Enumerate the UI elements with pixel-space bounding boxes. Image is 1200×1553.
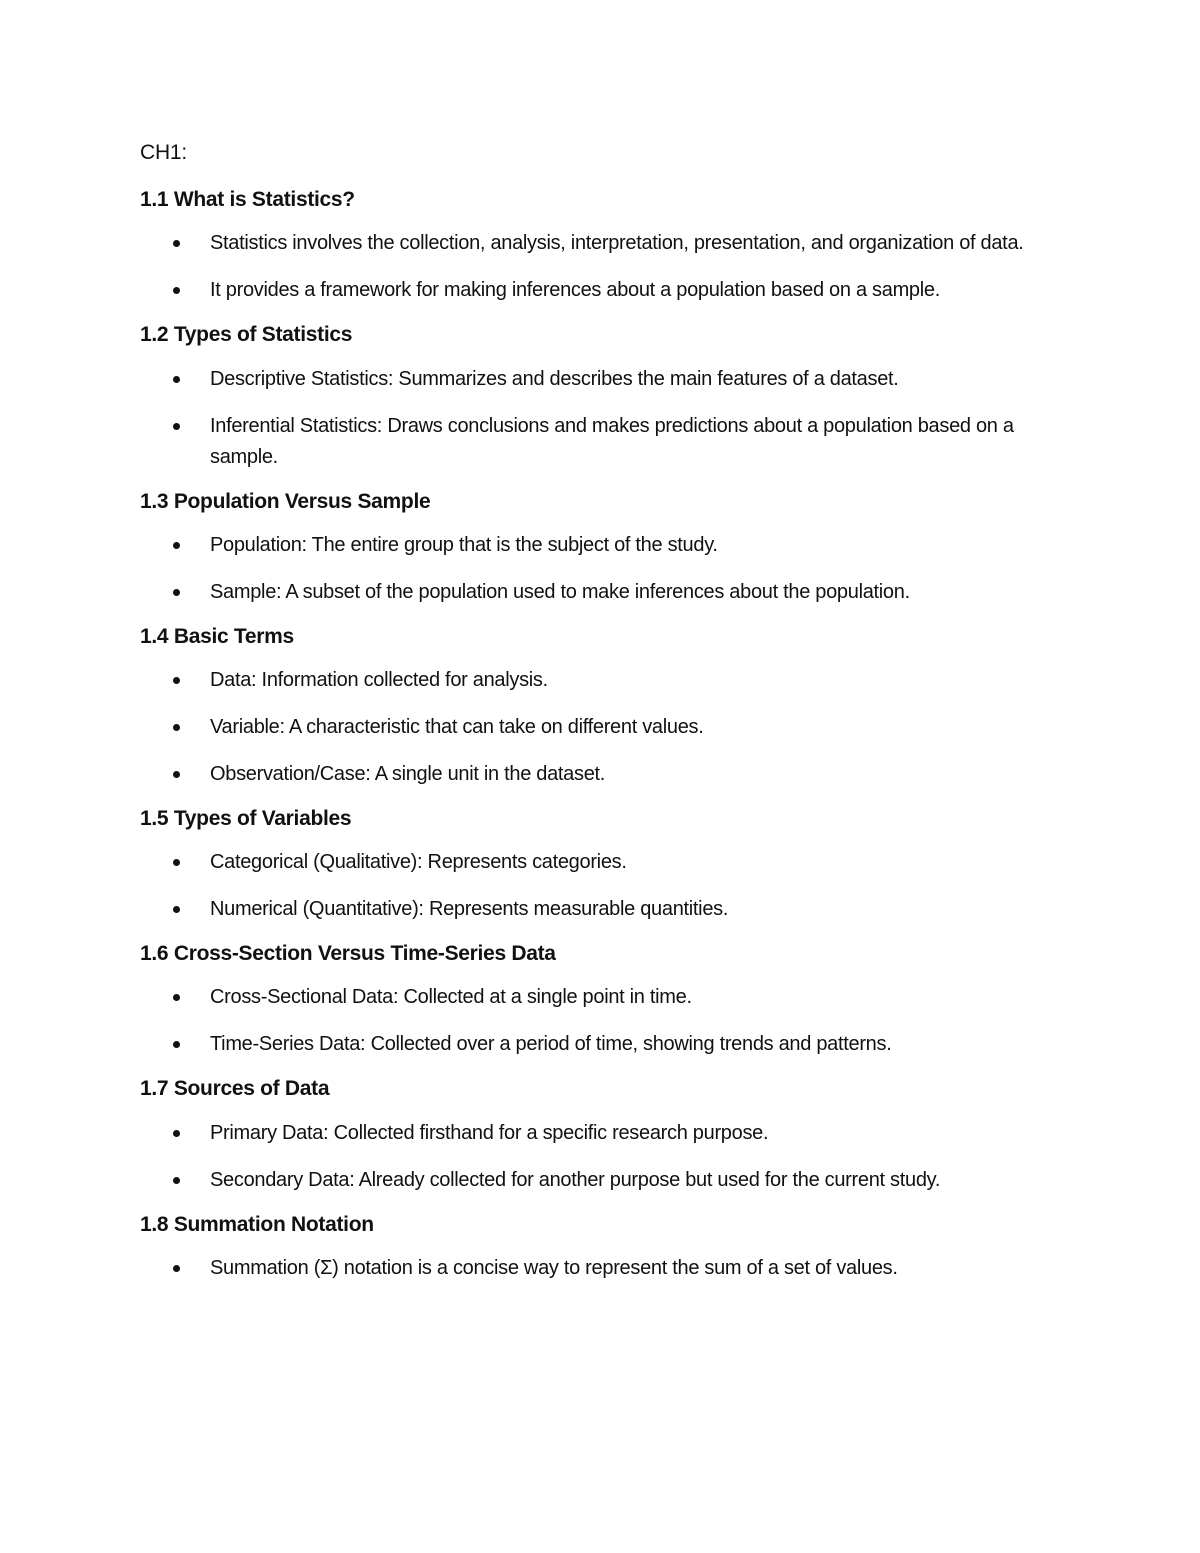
list-item-text: Population: The entire group that is the subject of the study. <box>210 533 718 556</box>
list-item <box>140 665 1060 696</box>
section-heading: 1.5 Types of Variables <box>140 806 352 830</box>
section-what-is-statistics <box>140 187 1060 306</box>
bullet-list <box>140 530 1060 608</box>
list-item <box>140 759 1060 790</box>
bullet-icon <box>173 1177 180 1184</box>
list-item <box>140 411 1060 473</box>
section-heading: 1.3 Population Versus Sample <box>140 489 431 513</box>
section-population-versus-sample <box>140 489 1060 608</box>
list-item-text: Categorical (Qualitative): Represents categories. <box>210 851 627 874</box>
bullet-icon <box>173 423 180 430</box>
section-cross-section-versus-time-series <box>140 941 1060 1060</box>
section-types-of-statistics <box>140 322 1060 472</box>
bullet-list <box>140 847 1060 925</box>
bullet-list <box>140 1118 1060 1196</box>
list-item-text: Summation (Σ) notation is a concise way to represent the sum of a set of values. <box>210 1256 898 1279</box>
document-title: CH1: <box>140 141 188 164</box>
list-item-text: Secondary Data: Already collected for another purpose but used for the current study. <box>210 1168 941 1191</box>
bullet-icon <box>173 589 180 596</box>
list-item-text: Data: Information collected for analysis. <box>210 668 548 691</box>
list-item-text: Cross-Sectional Data: Collected at a single point in time. <box>210 986 692 1009</box>
list-item <box>140 364 1060 395</box>
bullet-list <box>140 665 1060 790</box>
bullet-icon <box>173 287 180 294</box>
section-heading: 1.8 Summation Notation <box>140 1212 374 1236</box>
list-item <box>140 712 1060 743</box>
section-heading: 1.2 Types of Statistics <box>140 323 353 347</box>
bullet-icon <box>173 376 180 383</box>
list-item <box>140 530 1060 561</box>
bullet-icon <box>173 906 180 913</box>
bullet-icon <box>173 1265 180 1272</box>
list-item <box>140 847 1060 878</box>
bullet-icon <box>173 240 180 247</box>
list-item-text: Inferential Statistics: Draws conclusions and makes predictions about a population based on a sample. <box>210 414 1014 468</box>
bullet-list <box>140 982 1060 1060</box>
list-item <box>140 577 1060 608</box>
list-item <box>140 275 1060 306</box>
list-item-text: Statistics involves the collection, analysis, interpretation, presentation, and organization of data. <box>210 232 1024 255</box>
list-item <box>140 228 1060 259</box>
section-heading: 1.6 Cross-Section Versus Time-Series Data <box>140 942 556 966</box>
section-heading: 1.7 Sources of Data <box>140 1077 330 1101</box>
bullet-icon <box>173 1041 180 1048</box>
list-item-text: Time-Series Data: Collected over a period of time, showing trends and patterns. <box>210 1033 892 1056</box>
bullet-icon <box>173 994 180 1001</box>
bullet-icon <box>173 724 180 731</box>
list-item <box>140 1029 1060 1060</box>
list-item-text: Observation/Case: A single unit in the dataset. <box>210 762 606 785</box>
section-sources-of-data <box>140 1076 1060 1195</box>
list-item <box>140 982 1060 1013</box>
bullet-icon <box>173 771 180 778</box>
section-heading: 1.4 Basic Terms <box>140 624 294 648</box>
section-summation-notation <box>140 1212 1060 1284</box>
list-item-text: Primary Data: Collected firsthand for a specific research purpose. <box>210 1121 769 1144</box>
list-item-text: Numerical (Quantitative): Represents measurable quantities. <box>210 898 729 921</box>
bullet-list <box>140 364 1060 473</box>
bullet-icon <box>173 859 180 866</box>
list-item-text: Sample: A subset of the population used to make inferences about the population. <box>210 580 910 603</box>
section-heading: 1.1 What is Statistics? <box>140 188 355 212</box>
list-item-text: Variable: A characteristic that can take on different values. <box>210 715 704 738</box>
list-item <box>140 1118 1060 1149</box>
section-types-of-variables <box>140 806 1060 925</box>
bullet-icon <box>173 542 180 549</box>
list-item <box>140 1253 1060 1284</box>
bullet-list <box>140 228 1060 306</box>
bullet-icon <box>173 1130 180 1137</box>
list-item <box>140 894 1060 925</box>
list-item-text: It provides a framework for making inferences about a population based on a sample. <box>210 279 940 302</box>
document-content <box>140 140 1060 1300</box>
bullet-list <box>140 1253 1060 1284</box>
list-item-text: Descriptive Statistics: Summarizes and describes the main features of a dataset. <box>210 367 899 390</box>
section-basic-terms <box>140 624 1060 790</box>
bullet-icon <box>173 677 180 684</box>
list-item <box>140 1165 1060 1196</box>
